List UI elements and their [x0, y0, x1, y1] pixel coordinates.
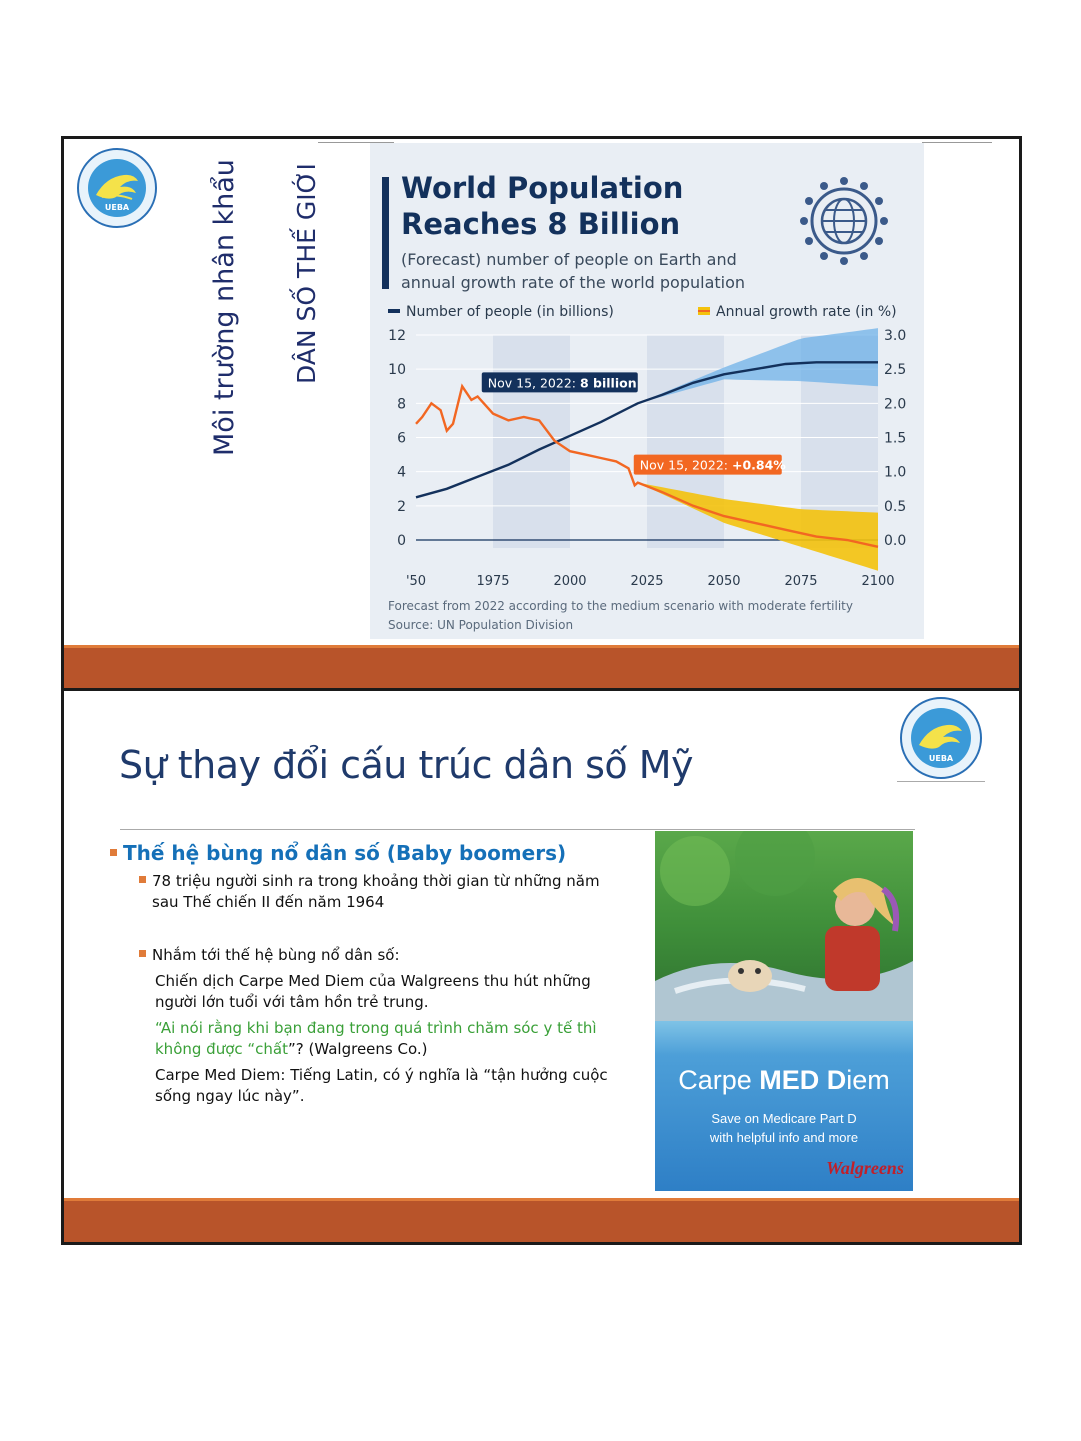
- chart-title-line1: World Population: [401, 171, 684, 205]
- forecast-note: Forecast from 2022 according to the medium scenario with moderate fertility: [388, 599, 853, 613]
- bullet-text: Thế hệ bùng nổ dân số (Baby boomers): [123, 841, 567, 865]
- y-left-tick-label: 8: [397, 396, 406, 413]
- quote-green-text: “Ai nói rằng khi bạn đang trong quá trình chăm sóc y tế thì không được “chất: [155, 1019, 597, 1058]
- ad-headline: Carpe MED Diem: [678, 1065, 890, 1095]
- y-right-tick-label: 2.5: [884, 362, 907, 379]
- slide-content: [110, 841, 630, 1107]
- plot-area: [388, 328, 906, 589]
- y-right-tick-label: 3.0: [884, 328, 907, 344]
- legend-people-swatch: [388, 309, 400, 313]
- woman-icon: [825, 926, 880, 991]
- y-right-tick-label: 1.0: [884, 464, 907, 481]
- ueba-logo-icon: [897, 695, 985, 781]
- world-population-infographic: [370, 143, 924, 639]
- x-tick-label: 2075: [784, 574, 818, 589]
- ad-line1: Save on Medicare Part D: [711, 1111, 857, 1126]
- vertical-title-world-population: DÂN SỐ THẾ GIỚI: [292, 163, 321, 384]
- x-tick-label: 2100: [861, 574, 895, 589]
- y-right-tick-label: 0.5: [884, 498, 907, 515]
- sub-bullet-targeting: [110, 945, 630, 966]
- y-right-tick-label: 2.0: [884, 396, 907, 413]
- bullet-baby-boomers: [110, 841, 630, 865]
- y-left-tick-label: 10: [388, 362, 406, 379]
- quote-attribution: ”? (Walgreens Co.): [288, 1040, 428, 1058]
- x-tick-label: 2025: [630, 574, 664, 589]
- paragraph-quote: [110, 1018, 630, 1060]
- walgreens-logo: Walgreens: [826, 1158, 904, 1178]
- callout-people-text: Nov 15, 2022: 8 billion: [487, 375, 637, 391]
- logo-text: UEBA: [104, 203, 130, 212]
- divider: [897, 781, 985, 782]
- paragraph-campaign: Chiến dịch Carpe Med Diem của Walgreens thu hút những người lớn tuổi với tâm hồn trẻ trung.: [155, 972, 591, 1011]
- walgreens-ad-image: [655, 831, 913, 1191]
- sub-bullet-text: 78 triệu người sinh ra trong khoảng thời gian từ những năm sau Thế chiến II đến năm 1964: [152, 872, 600, 911]
- logo-text: UEBA: [928, 754, 954, 763]
- bullet-square-icon: [139, 876, 146, 883]
- dog-icon: [728, 960, 772, 992]
- y-left-tick-label: 12: [388, 328, 406, 344]
- chart-title-line2: Reaches 8 Billion: [401, 207, 681, 241]
- y-right-tick-label: 0.0: [884, 533, 907, 549]
- ad-line2: with helpful info and more: [709, 1130, 859, 1145]
- divider: [922, 142, 992, 143]
- bullet-square-icon: [110, 849, 117, 856]
- slide-us-population-structure: [61, 688, 1022, 1245]
- chart-subtitle-line2: annual growth rate of the world population: [401, 273, 746, 292]
- title-rule: [120, 829, 915, 830]
- vertical-title-demographics: Môi trường nhân khẩu: [209, 159, 240, 456]
- callout-growth-text: Nov 15, 2022: +0.84%: [639, 457, 786, 473]
- un-globe-icon: [800, 177, 888, 265]
- y-left-tick-label: 0: [397, 533, 406, 549]
- footer-bar: [64, 648, 1019, 688]
- ad-illustration: [655, 831, 913, 1191]
- y-left-tick-label: 2: [397, 498, 406, 515]
- source-note: Source: UN Population Division: [388, 618, 574, 632]
- x-tick-label: '50: [405, 574, 427, 589]
- x-tick-label: 1975: [476, 574, 510, 589]
- population-chart: [370, 143, 924, 639]
- x-tick-label: 2050: [707, 574, 741, 589]
- slide-world-population: [61, 136, 1022, 691]
- y-left-tick-label: 6: [397, 430, 406, 447]
- legend-people-label: Number of people (in billions): [406, 304, 614, 320]
- bullet-square-icon: [139, 950, 146, 957]
- footer-bar: [64, 1201, 1019, 1242]
- y-left-tick-label: 4: [397, 464, 406, 481]
- paragraph-definition: Carpe Med Diem: Tiếng Latin, có ý nghĩa là “tận hưởng cuộc sống ngay lúc này”.: [155, 1066, 608, 1105]
- sub-bullet-78-million: [110, 871, 630, 913]
- x-tick-label: 2000: [553, 574, 587, 589]
- title-accent-bar: [382, 177, 389, 289]
- slide-title: Sự thay đổi cấu trúc dân số Mỹ: [119, 743, 694, 787]
- sub-bullet-text: Nhắm tới thế hệ bùng nổ dân số:: [152, 946, 400, 964]
- legend-growth-label: Annual growth rate (in %): [716, 304, 897, 320]
- ueba-logo-icon: [76, 147, 158, 229]
- y-right-tick-label: 1.5: [884, 430, 907, 447]
- chart-subtitle-line1: (Forecast) number of people on Earth and: [401, 250, 737, 269]
